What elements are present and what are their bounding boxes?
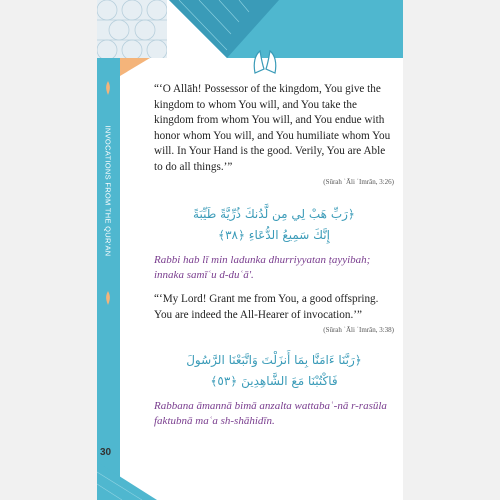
running-title-text: INVOCATIONS FROM THE QUR'AN bbox=[103, 125, 113, 257]
verse-reference: (Sūrah ʾĀli ʿImrān, 3:38) bbox=[323, 326, 394, 335]
corner-pattern bbox=[97, 462, 157, 500]
translation-text: “‘My Lord! Grant me from You, a good offspring. You are indeed the All-Hearer of invocation.’” bbox=[154, 293, 379, 321]
lamp-icon bbox=[100, 290, 116, 306]
arabic-verse bbox=[154, 350, 394, 391]
transliteration-text: Rabbana āmannā bimā anzalta wattabaʿ-nā r-rasūla faktubnā maʿa sh-shāhidīn. bbox=[154, 399, 387, 427]
orange-accent bbox=[120, 58, 150, 78]
geometric-pattern bbox=[97, 0, 167, 58]
translation-text: “‘O Allāh! Possessor of the kingdom, You give the kingdom to whom You will, and You take the kingdom from whom You will, and You endue with honor whom You will, and You humiliate whom You will. In Your Hand is the good. Verily, You are Able to do all things.’” bbox=[154, 83, 391, 173]
arabic-line: ﴿رَبَّنَا ءَامَنَّا بِمَا أَنزَلْتَ وَاتَّبَعْنَا الرَّسُولَ bbox=[186, 353, 362, 368]
book-page bbox=[97, 0, 403, 500]
lamp-icon bbox=[100, 80, 116, 96]
page-content bbox=[154, 82, 394, 429]
arabic-verse bbox=[154, 204, 394, 245]
raised-hands-icon bbox=[249, 45, 281, 75]
transliteration-text: Rabbi hab lī min ladunka dhurriyyatan ṭayyibah; innaka samīʿu d-duʿā'. bbox=[154, 254, 371, 282]
top-banner bbox=[169, 0, 403, 58]
running-title bbox=[100, 96, 116, 286]
arabic-line: ﴿رَبِّ هَبْ لِي مِن لَّدُنكَ ذُرِّيَّةً طَيِّبَةً bbox=[193, 207, 355, 222]
page-number: 30 bbox=[100, 447, 112, 458]
arabic-line: فَاكْتُبْنَا مَعَ الشَّاهِدِينَ ﴿٥٣﴾ bbox=[210, 373, 338, 388]
arabic-line: إِنَّكَ سَمِيعُ الدُّعَاءِ ﴿٣٨﴾ bbox=[218, 227, 330, 242]
verse-reference: (Sūrah ʾĀli ʿImrān, 3:26) bbox=[323, 178, 394, 187]
